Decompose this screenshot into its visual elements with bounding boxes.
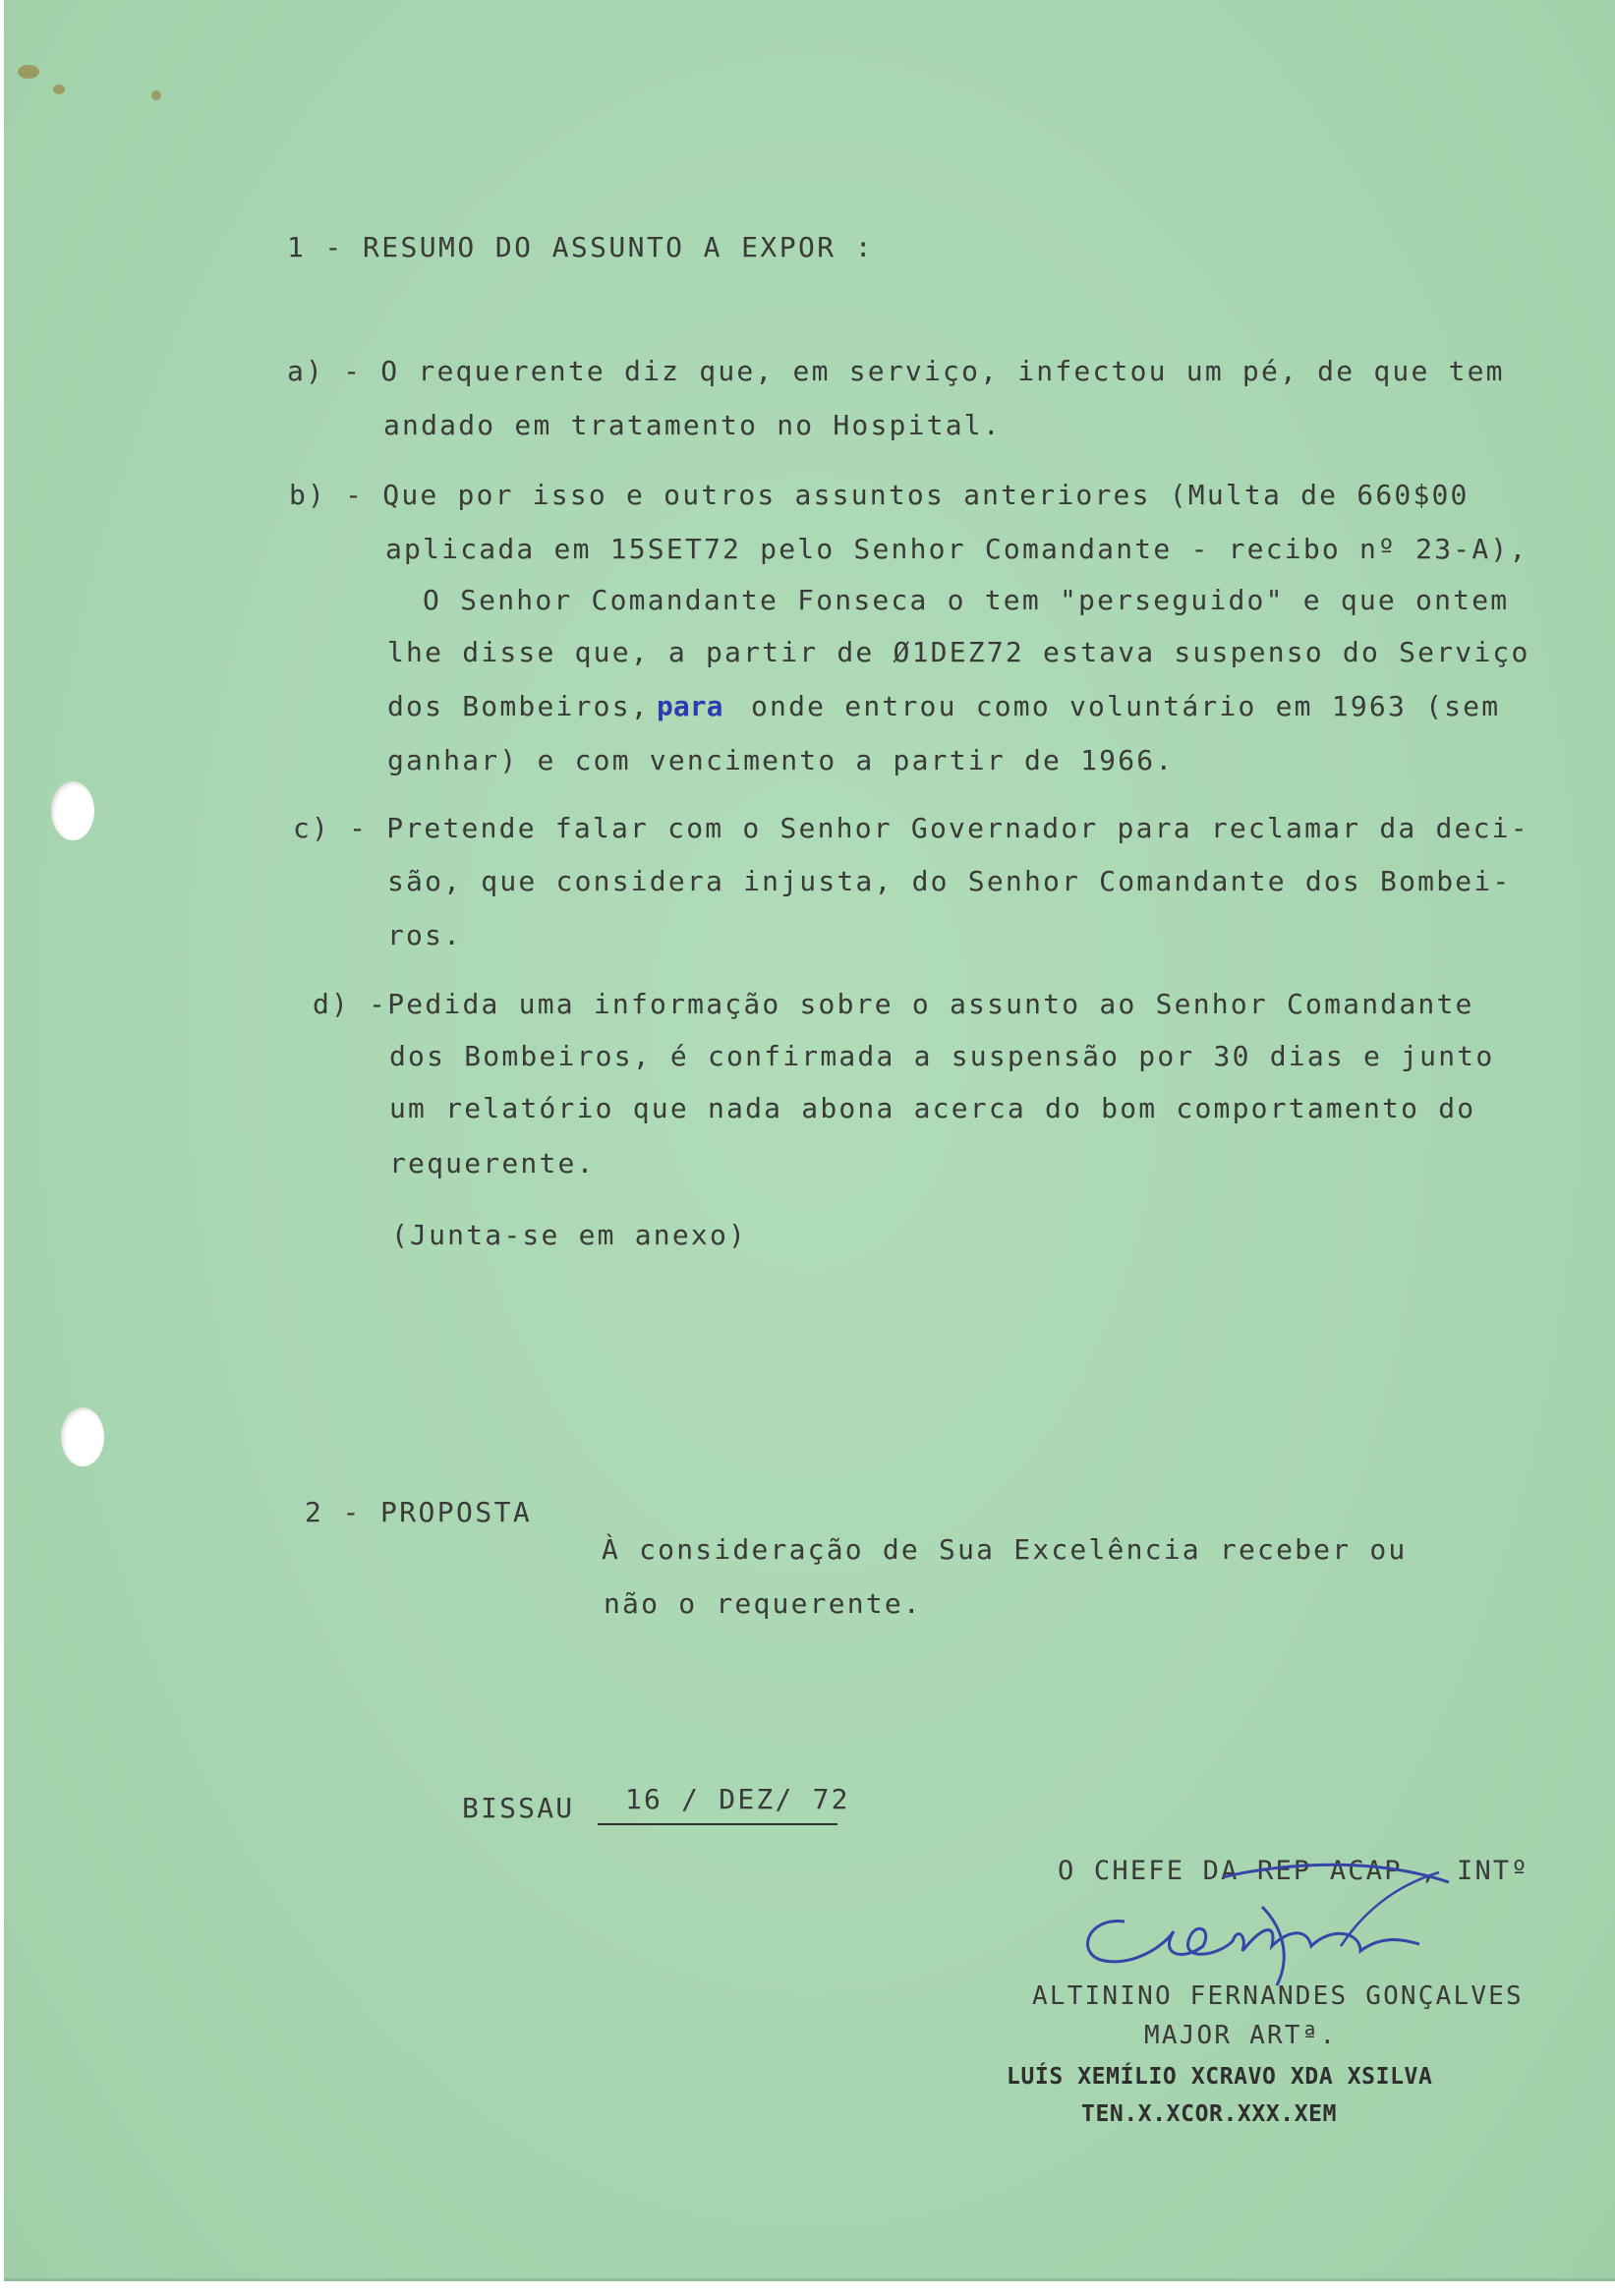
item-b-line-3: O Senhor Comandante Fonseca o tem "perseguido" e que ontem <box>423 584 1510 616</box>
item-b-line-5b: onde entrou como voluntário em 1963 (sem <box>751 690 1501 722</box>
item-b-line-1: b) - Que por isso e outros assuntos anteriores (Multa de 660$00 <box>289 479 1470 511</box>
date-place: BISSAU <box>462 1792 575 1824</box>
item-c-line-2: são, que considera injusta, do Senhor Comandante dos Bombei- <box>387 865 1512 897</box>
item-a-line-2: andado em tratamento no Hospital. <box>383 409 1002 441</box>
punch-hole-top <box>51 781 94 840</box>
punch-hole-bottom <box>61 1407 104 1466</box>
struck-rank: TEN.X.XCOR.XXX.XEM <box>1081 2101 1338 2127</box>
proposal-line-1: À consideração de Sua Excelência receber ou <box>602 1533 1408 1566</box>
handwritten-insert-para: para <box>657 690 723 722</box>
signatory-rank: MAJOR ARTª. <box>1144 2021 1338 2050</box>
item-d-line-1: d) -Pedida uma informação sobre o assunto ao Senhor Comandante <box>313 988 1474 1020</box>
signature-title: O CHEFE DA REP ACAP , INTº <box>1058 1856 1529 1886</box>
rust-stain <box>18 65 39 79</box>
section-1-heading: 1 - RESUMO DO ASSUNTO A EXPOR : <box>287 231 874 263</box>
handwritten-signature <box>1066 1848 1518 2025</box>
annex-note: (Junta-se em anexo) <box>391 1219 748 1251</box>
item-b-line-5a: dos Bombeiros, <box>387 690 650 722</box>
item-b-line-2: aplicada em 15SET72 pelo Senhor Comandante - recibo nº 23-A), <box>385 533 1528 565</box>
date-underline <box>598 1823 837 1825</box>
item-d-line-4: requerente. <box>389 1147 596 1179</box>
item-a-line-1: a) - O requerente diz que, em serviço, infectou um pé, de que tem <box>287 355 1505 387</box>
proposal-line-2: não o requerente. <box>604 1587 922 1620</box>
rust-stain <box>151 90 161 100</box>
item-b-line-6: ganhar) e com vencimento a partir de 1966. <box>387 744 1175 776</box>
item-c-line-1: c) - Pretende falar com o Senhor Governador para reclamar da deci- <box>293 812 1529 844</box>
item-d-line-3: um relatório que nada abona acerca do bom comportamento do <box>389 1092 1476 1124</box>
item-d-line-2: dos Bombeiros, é confirmada a suspensão por 30 dias e junto <box>389 1040 1495 1072</box>
item-c-line-3: ros. <box>387 919 463 951</box>
struck-name: LUÍS XEMÍLIO XCRAVO XDA XSILVA <box>1007 2064 1433 2090</box>
rust-stain <box>53 85 65 94</box>
document-sheet <box>4 0 1615 2281</box>
item-b-line-4: lhe disse que, a partir de Ø1DEZ72 estava suspenso do Serviço <box>387 636 1530 668</box>
date-value: 16 / DEZ/ 72 <box>625 1783 850 1815</box>
signatory-name: ALTININO FERNANDES GONÇALVES <box>1032 1981 1524 2011</box>
section-2-heading: 2 - PROPOSTA <box>305 1496 533 1528</box>
